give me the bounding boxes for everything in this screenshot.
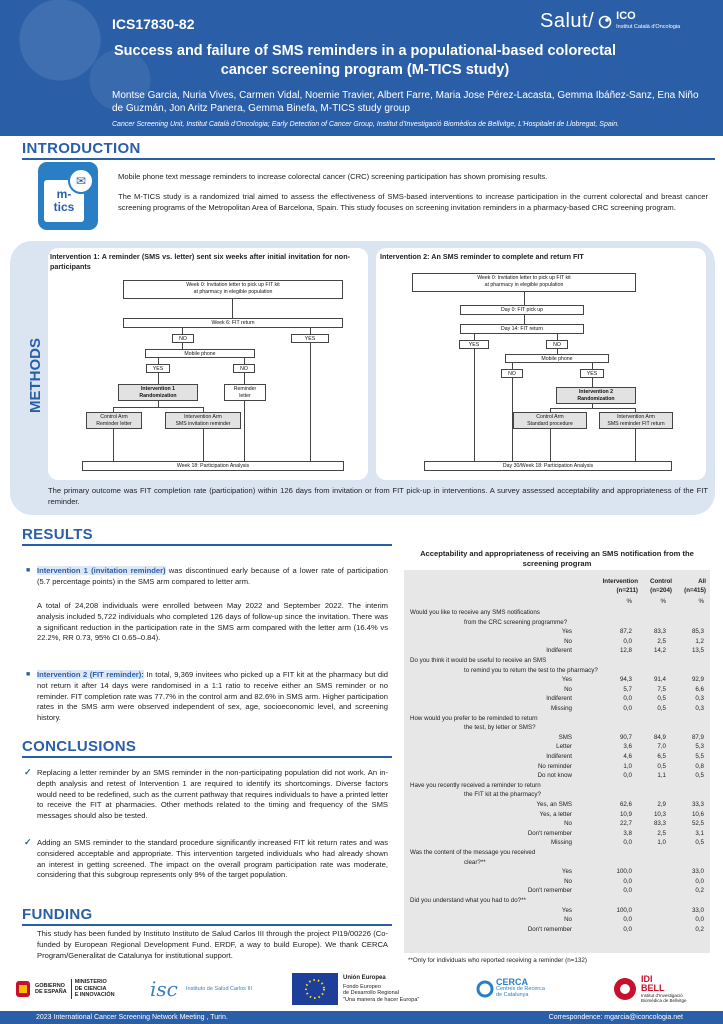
table-row — [404, 925, 710, 935]
f2-mobile-box: Mobile phone — [505, 354, 609, 363]
table-question-row — [404, 666, 710, 676]
table-header-row — [404, 577, 710, 599]
table-question: How would you prefer to be reminded to return — [410, 714, 538, 722]
table-cell-all: 92,9 — [691, 676, 704, 684]
table-cell-intervention: 94,3 — [619, 676, 632, 684]
eu-flag-icon — [292, 973, 338, 1005]
cerca-logo — [476, 970, 545, 1008]
table-row — [404, 829, 710, 839]
checkmark-icon: ✓ — [24, 837, 32, 847]
salut-logo-text: Salut/ — [540, 10, 595, 32]
footer-meeting: 2023 International Cancer Screening Network Meeting , Turin. — [36, 1014, 228, 1021]
table-cell-intervention: 62,6 — [619, 801, 632, 808]
table-cell-all: 87,9 — [691, 733, 704, 741]
table-unit: % — [698, 598, 704, 605]
table-answer-label: No — [564, 916, 572, 924]
bullet-icon: ■ — [26, 671, 31, 678]
ico-mark-icon — [598, 15, 612, 29]
f1-yes2-box: YES — [146, 364, 170, 373]
f2-connector — [474, 349, 475, 461]
table-unit: % — [626, 598, 632, 605]
isciii-logo — [150, 970, 252, 1008]
table-question-row — [404, 618, 710, 628]
eu-title: Unión Europea — [343, 975, 386, 981]
table-cell-all: 3,1 — [695, 829, 704, 837]
table-question: from the CRC screening programme? — [464, 618, 568, 626]
table-cell-control: 2,5 — [657, 829, 666, 837]
table-row — [404, 886, 710, 896]
table-cell-all: 0,3 — [695, 695, 704, 703]
intervention-1-title: Intervention 1: A reminder (SMS vs. letter) sent six weeks after initial invitation for non-participants — [50, 252, 350, 271]
f1-week18-box: Week 18: Participation Analysis — [82, 461, 344, 471]
f2-day14-box: Day 14: FIT return — [460, 324, 584, 334]
intro-paragraph-2: The M-TICS study is a randomized trial aimed to assess the effectiveness of SMS-based interventions to increase participation in the current colorectal and breast cancer screening programs of the Metropolitan Area of Barcelona, Spain. This study focuses on screening invitation reminders in a pharmacy-based CRC screening program. — [118, 192, 708, 212]
table-question: the FIT kit at the pharmacy? — [464, 791, 541, 799]
table-cell-intervention: 0,0 — [623, 637, 632, 645]
f1-connector — [113, 429, 114, 461]
table-answer-label: Yes — [561, 676, 572, 684]
table-row — [404, 752, 710, 762]
table-cell-control: 2,5 — [657, 637, 666, 645]
table-cell-all: 13,5 — [691, 647, 704, 655]
table-answer-label: No — [564, 877, 572, 885]
table-answer-label: Letter — [556, 743, 572, 751]
table-row — [404, 838, 710, 848]
intervention-2-text: In total, 9,369 invitees who picked up a FIT kit at the pharmacy but did not return it after 14 days were randomised in a 1:1 ratio to receive either an SMS reminder or no reminder. FIT completion rate was 77.7% in the control arm and 82.6% in SMS arm. Higher participation rates in the SMS arm were observed independent of sex, age, socioeconomic level, and screening history. — [37, 670, 388, 723]
table-row — [404, 877, 710, 887]
methods-footer-text: The primary outcome was FIT completion rate (participation) within 126 days from invitation or from FIT pick-up in interventions. A survey assessed acceptability and appropriateness of the FIT reminder. — [48, 486, 708, 506]
table-row — [404, 694, 710, 704]
results-rule — [22, 544, 392, 546]
checkmark-icon: ✓ — [24, 767, 32, 777]
intervention-1-text: was discontinued early because of a lower rate of participation (5.7 percentage points) in the SMS arm compared to letter arm. — [37, 566, 388, 586]
table-row — [404, 819, 710, 829]
table-cell-intervention: 100,0 — [616, 868, 632, 876]
f1-connector — [232, 299, 233, 318]
f1-connector — [310, 343, 311, 461]
svg-text:isc: isc — [150, 977, 178, 1001]
table-question-row — [404, 790, 710, 800]
table-unit: % — [660, 598, 666, 605]
table-cell-all: 52,5 — [691, 820, 704, 828]
table-row — [404, 685, 710, 695]
f2-connector — [635, 429, 636, 461]
mtics-icon-text: m- tics — [44, 180, 84, 222]
table-cell-intervention: 3,8 — [623, 829, 632, 837]
table-answer-label: No — [564, 685, 572, 693]
table-cell-all: 0,5 — [695, 839, 704, 847]
table-answer-label: Indiferent — [546, 647, 572, 655]
table-cell-intervention: 0,0 — [623, 839, 632, 847]
table-cell-all: 5,3 — [695, 743, 704, 751]
introduction-rule — [22, 158, 715, 160]
f1-connector — [244, 373, 245, 384]
table-cell-intervention: 5,7 — [623, 685, 632, 693]
table-cell-control: 2,9 — [657, 801, 666, 808]
table-cell-all: 10,6 — [691, 810, 704, 818]
eu-text-group — [343, 975, 419, 1003]
table-cell-all: 33,0 — [691, 906, 704, 914]
table-col-intervention: Intervention (n=211) — [602, 578, 638, 594]
funding-text: This study has been funded by Instituto Instituto de Salud Carlos III through the project PI19/00226 (Co-funded by European Regional Development Fund. ERDF, a way to build Europe). We thank CERCA Program/Generalitat de Catalunya for institutional support. — [37, 929, 388, 960]
table-row — [404, 704, 710, 714]
table-row — [404, 810, 710, 820]
bullet-icon: ■ — [26, 567, 31, 574]
f1-connector — [158, 373, 159, 384]
table-cell-all: 0,5 — [695, 772, 704, 780]
table-title: Acceptability and appropriateness of receiving an SMS notification from the screening program — [420, 549, 694, 568]
ico-logo — [616, 9, 681, 32]
f1-no2-box: NO — [233, 364, 255, 373]
cerca-title: CERCA — [496, 977, 529, 988]
table-col-control: Control (n=204) — [650, 578, 672, 594]
table-cell-intervention: 0,0 — [623, 916, 632, 924]
f2-day30-box: Day 30/Week 18: Participation Analysis — [424, 461, 672, 471]
f1-mobile-box: Mobile phone — [145, 349, 255, 358]
table-footnote: **Only for individuals who reported receiving a reminder (n=132) — [408, 957, 588, 964]
table-cell-control: 10,3 — [653, 810, 666, 818]
table-question-row — [404, 714, 710, 724]
methods-heading — [20, 330, 50, 420]
table-cell-all: 0,2 — [695, 925, 704, 933]
table-cell-control: 0,5 — [657, 705, 666, 712]
affiliations: Cancer Screening Unit, Institut Català d'Oncologia; Early Detection of Cancer Group, Institut d'Investigació Biomèdica de Bellvitge, L'Hospitalet de Llobregat, Spain. — [112, 121, 620, 128]
gobierno-logo — [14, 970, 115, 1008]
table-row — [404, 800, 710, 810]
table-row — [404, 915, 710, 925]
f2-week0-box: Week 0: Invitation letter to pick up FIT kit at pharmacy in elegible population — [412, 273, 636, 292]
f1-connector — [113, 407, 203, 408]
table-question-row — [404, 896, 710, 906]
results-heading: RESULTS — [22, 526, 93, 543]
cerca-sub: Centres de Recerca de Catalunya — [496, 985, 545, 999]
results-paragraph-2: A total of 24,208 individuals were enrolled between May 2022 and September 2022. The interim analysis included 5,722 individuals who completed 126 days of follow-up since the invitation. There was a significant reduction in the participation rate in the SMS arm compared with the letter arm (16.4% vs 22.2%, RR 0.73, 95% CI 0.65–0.84). — [37, 601, 388, 643]
mtics-phone-icon — [38, 162, 98, 230]
table-answer-label: Yes, an SMS — [536, 801, 572, 808]
table-answer-label: No reminder — [537, 762, 572, 770]
eu-logo — [292, 970, 419, 1008]
table-cell-control: 7,0 — [657, 743, 666, 751]
table-cell-all: 0,0 — [695, 877, 704, 885]
f1-yes-box: YES — [291, 334, 329, 343]
f1-week6-box: Week 6: FIT return — [123, 318, 343, 328]
f2-yes-box: YES — [459, 340, 489, 349]
idibell-mark-icon — [612, 976, 638, 1002]
table-cell-intervention: 4,6 — [623, 753, 632, 760]
table-cell-intervention: 1,0 — [623, 762, 632, 770]
conclusions-heading: CONCLUSIONS — [22, 738, 137, 755]
f1-reminder-letter-box: Reminder letter — [224, 384, 266, 401]
f2-randomization-box: Intervention 2 Randomization — [556, 387, 636, 404]
table-cell-intervention: 0,0 — [623, 887, 632, 895]
author-list: Montse Garcia, Nuria Vives, Carmen Vidal, Noemie Travier, Albert Farre, Maria Jose Pérez-Lacasta, Gemma Ibáñez-Sanz, Ena Niño de Guzmán, Jon Aritz Panera, Gemma Binefa, M-TICS study group — [112, 90, 699, 114]
table-answer-label: SMS — [558, 733, 572, 741]
intervention-2-label: Intervention 2 (FIT reminder): — [37, 670, 144, 679]
salut-ico-logo — [540, 10, 680, 33]
table-question-row — [404, 858, 710, 868]
table-cell-all: 0,0 — [695, 916, 704, 924]
f2-day0-box: Day 0: FIT pick up — [460, 305, 584, 315]
page-footer — [0, 1011, 723, 1024]
table-row — [404, 627, 710, 637]
table-cell-intervention: 0,0 — [623, 695, 632, 703]
gobierno-text: GOBIERNO DE ESPAÑA — [35, 982, 67, 995]
table-question: the test, by letter or SMS? — [464, 724, 536, 732]
ico-logo-text: ICO — [616, 9, 636, 22]
table-question: clear?** — [464, 858, 486, 866]
table-row — [404, 906, 710, 916]
poster-id: ICS17830-82 — [112, 16, 195, 32]
table-row — [404, 675, 710, 685]
table-answer-label: Don't remember — [527, 925, 572, 933]
ministerio-text: MINISTERIO DE CIENCIA E INNOVACIÓN — [71, 979, 115, 999]
table-question-row — [404, 723, 710, 733]
idibell-title: IDI BELL — [641, 974, 665, 993]
f2-connector — [524, 315, 525, 324]
table-question-row — [404, 608, 710, 618]
f1-intervention-arm-box: Intervention Arm SMS invitation reminder — [165, 412, 241, 429]
cerca-mark-icon — [476, 978, 494, 1000]
table-cell-control: 84,9 — [653, 733, 666, 741]
table-answer-label: Don't remember — [527, 829, 572, 837]
idibell-sub: Institut d'Investigació Biomèdica de Bellvitge — [641, 993, 687, 1003]
f2-no2-box: NO — [501, 369, 523, 378]
table-cell-all: 1,2 — [695, 637, 704, 645]
f2-connector — [524, 292, 525, 305]
f1-randomization-box: Intervention 1 Randomization — [118, 384, 198, 401]
f1-connector — [203, 429, 204, 461]
table-cell-intervention: 0,0 — [623, 705, 632, 712]
f1-no-box: NO — [172, 334, 194, 343]
conclusion-2: Adding an SMS reminder to the standard procedure significantly increased FIT kit return rates and was considered acceptable and appropriate. This intervention targeted individuals who had already shown an interest in getting screened. The impact on the overall program participation rate was moderate, considering that this subgroup represents only 9% of the target population. — [37, 838, 388, 880]
table-answer-label: Yes — [561, 868, 572, 876]
ico-logo-sub: Institut Català d'Oncologia — [616, 23, 681, 30]
footer-correspondence: Correspondence: mgarcia@iconcologia.net — [548, 1014, 683, 1021]
table-question: Do you think it would be useful to receive an SMS — [410, 657, 547, 664]
table-cell-control: 7,5 — [657, 685, 666, 693]
table-cell-control: 0,5 — [657, 695, 666, 703]
table-question: Was the content of the message you received — [410, 849, 536, 856]
intervention-2-title: Intervention 2: An SMS reminder to complete and return FIT — [380, 252, 584, 261]
table-row — [404, 742, 710, 752]
table-row — [404, 733, 710, 743]
table-question-row — [404, 781, 710, 791]
table-cell-control: 1,1 — [657, 772, 666, 780]
poster-header — [0, 0, 723, 136]
table-cell-all: 0,3 — [695, 705, 704, 712]
table-cell-control: 6,5 — [657, 753, 666, 760]
table-row — [404, 762, 710, 772]
f2-connector — [550, 429, 551, 461]
table-cell-control: 91,4 — [653, 676, 666, 684]
table-cell-control: 0,5 — [657, 762, 666, 770]
f2-yes2-box: YES — [580, 369, 604, 378]
table-cell-intervention: 0,0 — [623, 772, 632, 780]
conclusions-rule — [22, 756, 392, 758]
table-row — [404, 771, 710, 781]
table-unit-row — [404, 597, 710, 607]
intro-paragraph-1: Mobile phone text message reminders to increase colorectal cancer (CRC) screening participation has shown promising results. — [118, 172, 548, 181]
idibell-text-group — [641, 975, 687, 1003]
f2-connector — [592, 378, 593, 387]
introduction-heading: INTRODUCTION — [22, 140, 141, 157]
table-answer-label: Yes — [561, 628, 572, 636]
funding-rule — [22, 924, 392, 926]
f1-week0-box: Week 0: Invitation letter to pick up FIT kit at pharmacy in elegible population — [123, 280, 343, 299]
table-row — [404, 637, 710, 647]
funder-logos — [0, 970, 723, 1010]
table-question: Would you like to receive any SMS notifications — [410, 609, 540, 616]
f2-control-arm-box: Control Arm Standard procedure — [513, 412, 587, 429]
methods-heading-text: METHODS — [26, 337, 44, 413]
table-cell-all: 33,0 — [691, 868, 704, 876]
table-cell-all: 33,3 — [691, 801, 704, 808]
table-cell-control: 1,0 — [657, 839, 666, 847]
table-cell-all: 5,5 — [695, 753, 704, 760]
f2-connector — [550, 408, 635, 409]
table-answer-label: Indiferent — [546, 753, 572, 760]
table-row — [404, 867, 710, 877]
table-answer-label: Indiferent — [546, 695, 572, 703]
table-cell-all: 6,6 — [695, 685, 704, 693]
eu-text: Fondo Europeo de Desarrollo Regional "Una manera de hacer Europa" — [343, 983, 420, 1003]
table-cell-all: 85,3 — [691, 628, 704, 636]
f2-no-box: NO — [546, 340, 568, 349]
table-cell-intervention: 100,0 — [616, 906, 632, 914]
table-cell-intervention: 87,2 — [619, 628, 632, 636]
table-cell-intervention: 90,7 — [619, 733, 632, 741]
table-cell-all: 0,2 — [695, 887, 704, 895]
conclusion-1: Replacing a letter reminder by an SMS reminder in the non-participating population did not work. An in-depth analysis and retest of Intervention 1 are required to identify its shortcomings. Diverse factors would need to be redefined, such as the current pathway that requires individuals to have a printed letter to receive the FIT at pharmacies. Other methods related to the timing and frequency of the SMS messages should also be tested. — [37, 768, 388, 821]
table-cell-control: 14,2 — [653, 647, 666, 655]
survey-table — [404, 570, 710, 953]
isciii-mark-icon — [150, 977, 184, 1001]
results-intervention-1 — [37, 566, 388, 588]
spain-coat-of-arms-icon — [14, 977, 32, 1001]
intervention-1-label: Intervention 1 (invitation reminder) — [37, 566, 166, 575]
table-question: Have you recently received a reminder to return — [410, 781, 541, 789]
f1-control-arm-box: Control Arm Reminder letter — [86, 412, 142, 429]
results-intervention-2 — [37, 670, 388, 724]
table-answer-label: Missing — [551, 839, 572, 847]
table-answer-label: Missing — [551, 705, 572, 712]
isciii-text: Instituto de Salud Carlos III — [186, 985, 253, 992]
table-cell-intervention: 22,7 — [619, 820, 632, 828]
table-answer-label: Yes — [561, 906, 572, 914]
table-question-row — [404, 848, 710, 858]
f1-connector — [244, 401, 245, 461]
table-answer-label: Yes, a letter — [539, 810, 572, 818]
table-answer-label: Do not know — [537, 772, 572, 780]
funding-heading: FUNDING — [22, 906, 93, 923]
table-question: Did you understand what you had to do?** — [410, 897, 526, 904]
cerca-text-group — [496, 979, 545, 999]
f2-intervention-arm-box: Intervention Arm SMS reminder FIT return — [599, 412, 673, 429]
table-cell-intervention: 3,6 — [623, 743, 632, 751]
table-cell-all: 0,8 — [695, 762, 704, 770]
table-cell-control: 83,3 — [653, 628, 666, 636]
table-cell-intervention: 0,0 — [623, 877, 632, 885]
table-answer-label: No — [564, 637, 572, 645]
table-col-all: All (n=415) — [684, 578, 706, 594]
table-cell-control: 83,3 — [653, 820, 666, 828]
table-question-row — [404, 656, 710, 666]
table-cell-intervention: 12,8 — [619, 647, 632, 655]
table-question: to remind you to return the test to the pharmacy? — [464, 666, 598, 674]
table-cell-intervention: 10,9 — [619, 810, 632, 818]
table-answer-label: No — [564, 820, 572, 828]
table-row — [404, 646, 710, 656]
poster-title: Success and failure of SMS reminders in a populational-based colorectal cancer screening program (M-TICS study) — [114, 43, 616, 78]
table-cell-intervention: 0,0 — [623, 925, 632, 933]
idibell-logo — [612, 970, 687, 1008]
envelope-icon: ✉ — [68, 168, 94, 194]
table-answer-label: Don't remember — [527, 887, 572, 895]
